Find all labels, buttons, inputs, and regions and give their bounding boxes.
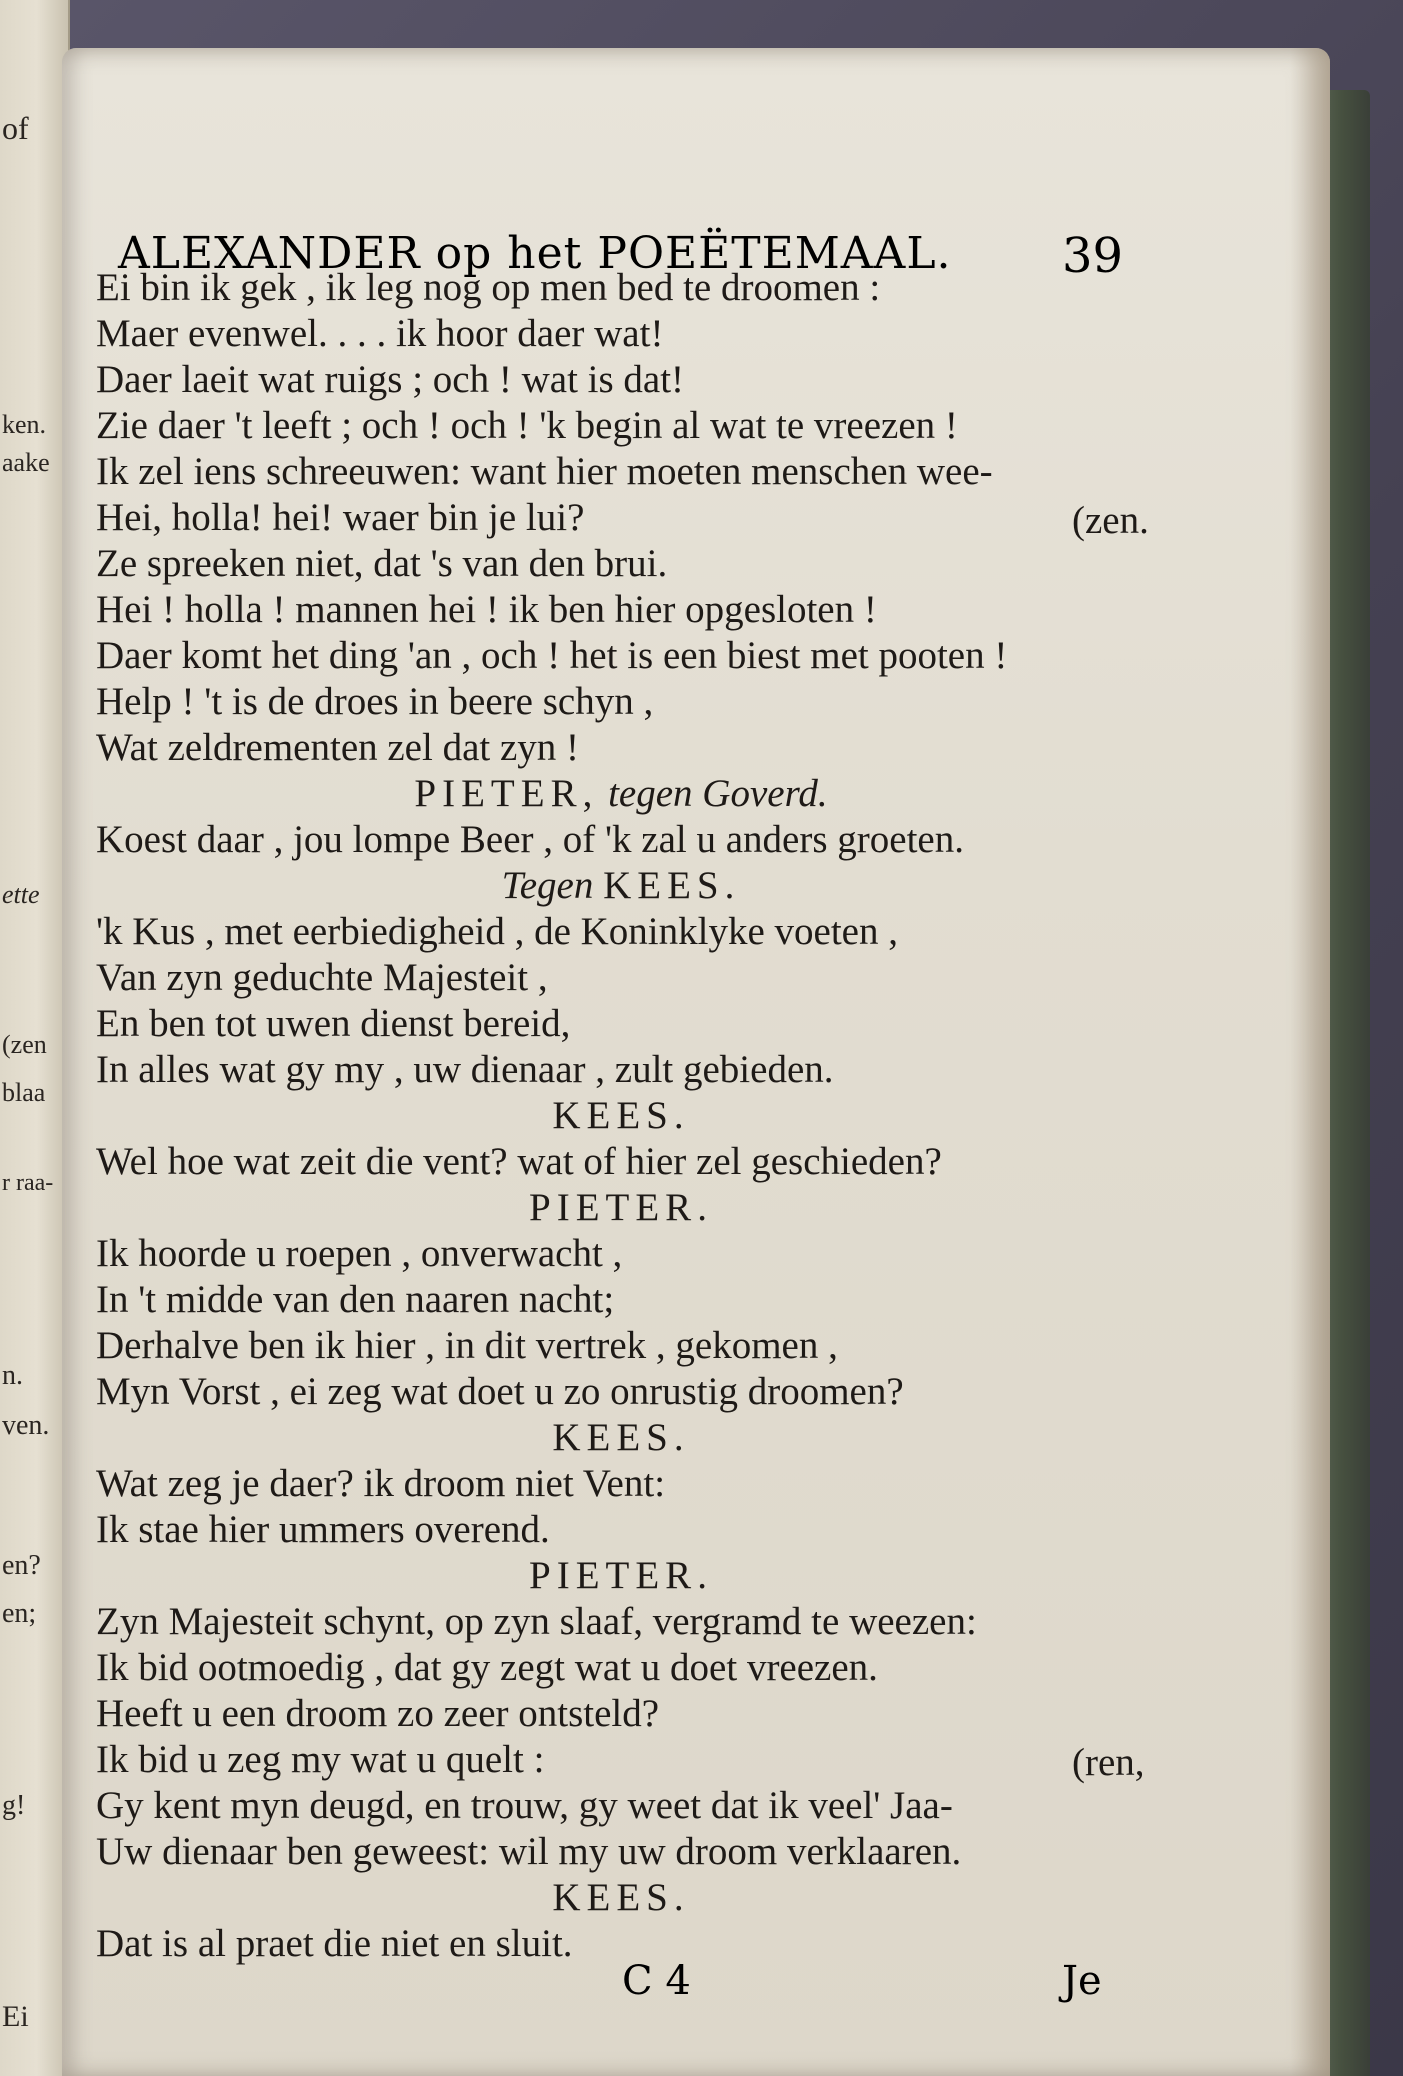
verse-line: Help ! 't is de droes in beere schyn , (96, 680, 654, 723)
speaker-name: PIETER, (414, 772, 599, 815)
speaker-name: KEES. (552, 1876, 690, 1919)
speaker-heading (96, 774, 1146, 813)
verse-line: Zyn Majesteit schynt, op zyn slaaf, vergramd te weezen: (96, 1600, 977, 1643)
page-curl-shadow (1290, 48, 1330, 2076)
facing-page-fragment: n. (2, 1360, 23, 1391)
verse-line: Hei, holla! hei! waer bin je lui? (96, 496, 585, 539)
facing-page-fragment: ken. (2, 410, 47, 439)
verse-line: Ik hoorde u roepen , onverwacht , (96, 1232, 623, 1275)
verse-line: Hei ! holla ! mannen hei ! ik ben hier opgesloten ! (96, 588, 877, 631)
facing-page-fragment: ette (2, 880, 40, 909)
verse-line: Uw dienaar ben geweest: wil my uw droom verklaaren. (96, 1830, 962, 1873)
verse-line: Daer laeit wat ruigs ; och ! wat is dat! (96, 358, 685, 401)
speaker-name: PIETER. (529, 1186, 713, 1229)
verse-line: Myn Vorst , ei zeg wat doet u zo onrustig droomen? (96, 1370, 904, 1413)
facing-page-fragment: en; (2, 1598, 37, 1629)
facing-page-fragment: r raa- (2, 1170, 54, 1196)
speaker-name: KEES. (603, 864, 741, 907)
verse-line: Wel hoe wat zeit die vent? wat of hier zel geschieden? (96, 1140, 942, 1183)
speaker-name: KEES. (552, 1094, 690, 1137)
facing-page-fragment: Ei (2, 2000, 29, 2033)
facing-page-fragment: of (2, 110, 29, 146)
verse-line: Zie daer 't leeft ; och ! och ! 'k begin al wat te vreezen ! (96, 404, 958, 447)
verse-line: Gy kent myn deugd, en trouw, gy weet dat ik veel' Jaa- (96, 1784, 953, 1827)
facing-page-fragment: ven. (2, 1410, 50, 1441)
verse-line: In alles wat gy my , uw dienaar , zult gebieden. (96, 1048, 834, 1091)
verse-line: Heeft u een droom zo zeer ontsteld? (96, 1692, 660, 1735)
catchword: Je (1062, 1958, 1102, 2004)
facing-page-fragment: aake (2, 448, 50, 477)
verse-line: Maer evenwel. . . . ik hoor daer wat! (96, 312, 664, 355)
verse-line: Wat zeg je daer? ik droom niet Vent: (96, 1462, 666, 1505)
page-number: 39 (1062, 228, 1124, 284)
verse-line: Koest daar , jou lompe Beer , of 'k zal u anders groeten. (96, 818, 964, 861)
book-page (62, 48, 1330, 2076)
speaker-name: KEES. (552, 1416, 690, 1459)
facing-page-fragment: g! (2, 1790, 26, 1821)
verse-line: Derhalve ben ik hier , in dit vertrek , gekomen , (96, 1324, 838, 1367)
verse-line: Ik stae hier ummers overend. (96, 1508, 550, 1551)
verse-line: Dat is al praet die niet en sluit. (96, 1922, 573, 1965)
turnover-fragment: (zen. (1072, 499, 1149, 542)
verse-line: Ik zel iens schreeuwen: want hier moeten menschen wee- (96, 450, 993, 493)
stage-direction-heading (96, 866, 1146, 905)
verse-line: Ik bid u zeg my wat u quelt : (96, 1738, 545, 1781)
verse-line: In 't midde van den naaren nacht; (96, 1278, 615, 1321)
stage-direction: Tegen (501, 864, 594, 907)
running-head: ALEXANDER op het POEËTEMAAL. (118, 228, 952, 279)
speaker-name: PIETER. (529, 1554, 713, 1597)
verse-line: Wat zeldrementen zel dat zyn ! (96, 726, 580, 769)
facing-page-sliver (0, 0, 70, 2076)
verse-line: Daer komt het ding 'an , och ! het is een biest met pooten ! (96, 634, 1008, 677)
verse-line: Ik bid ootmoedig , dat gy zegt wat u doet vreezen. (96, 1646, 878, 1689)
verse-line: En ben tot uwen dienst bereid, (96, 1002, 571, 1045)
facing-page-fragment: blaa (2, 1078, 46, 1107)
verse-line: Van zyn geduchte Majesteit , (96, 956, 548, 999)
facing-page-fragment: en? (2, 1550, 41, 1581)
facing-page-fragment: (zen (2, 1030, 47, 1059)
turnover-fragment: (ren, (1072, 1741, 1145, 1784)
stage-direction: tegen Goverd. (608, 772, 828, 815)
verse-line: Ze spreeken niet, dat 's van den brui. (96, 542, 668, 585)
signature-mark: C 4 (622, 1958, 691, 2004)
verse-line: Ei bin ik gek , ik leg nog op men bed te droomen : (96, 266, 881, 309)
verse-line: 'k Kus , met eerbiedigheid , de Koninklyke voeten , (96, 910, 898, 953)
